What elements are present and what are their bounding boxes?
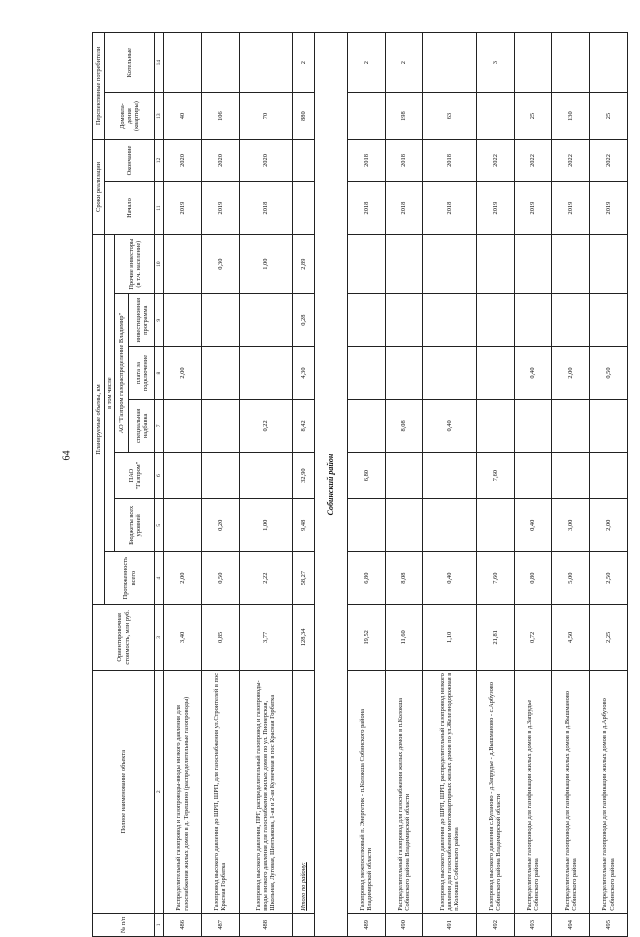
header-pao: ПАО "Газпром" xyxy=(115,452,155,499)
column-numbers-row xyxy=(155,33,164,937)
cell-bud: 0,20 xyxy=(201,499,239,552)
cell-n: 491 xyxy=(423,913,476,936)
cell-inv xyxy=(347,294,385,347)
table-row xyxy=(385,33,423,937)
table-row xyxy=(164,33,202,937)
cell-len: 8,08 xyxy=(385,552,423,605)
cell-boil: 2 xyxy=(293,33,315,93)
cell-spec xyxy=(201,399,239,452)
cell-boil xyxy=(201,33,239,93)
header-ao-group: АО "Газпром газораспределение Владимир" xyxy=(115,294,129,453)
cell-spec xyxy=(164,399,202,452)
cell-boil: 2 xyxy=(347,33,385,93)
header-length: Протяженность всего xyxy=(105,552,155,605)
cell-boil xyxy=(552,33,590,93)
gasification-table xyxy=(92,32,628,937)
cell-spec: 0,22 xyxy=(239,399,292,452)
cell-boil xyxy=(239,33,292,93)
cell-bud: 0,40 xyxy=(514,499,552,552)
cell-inv: 0,28 xyxy=(293,294,315,347)
cell-name: Газопровод высокого давления до ШРП, ШРП, распределительный газопровод низкого давления для газоснабжения многоквартирных жилых домов по ул.Железнодорожная в п.Колокша Собинского района xyxy=(423,670,476,913)
cell-bud xyxy=(347,499,385,552)
cell-n xyxy=(293,913,315,936)
cell-len: 0,80 xyxy=(514,552,552,605)
table-row xyxy=(239,33,292,937)
cell-boil: 2 xyxy=(385,33,423,93)
cell-hh: 880 xyxy=(293,93,315,140)
col-number: 7 xyxy=(155,399,164,452)
header-start: Начало xyxy=(105,182,155,235)
col-number: 10 xyxy=(155,235,164,294)
cell-tech: 2,00 xyxy=(552,347,590,400)
table-row xyxy=(201,33,239,937)
table-row xyxy=(552,33,590,937)
cell-end xyxy=(293,139,315,181)
cell-end: 2020 xyxy=(239,139,292,181)
cell-tech xyxy=(239,347,292,400)
cell-inv xyxy=(164,294,202,347)
cell-n: 495 xyxy=(590,913,628,936)
district-name: Собинский район xyxy=(315,33,348,937)
cell-spec xyxy=(347,399,385,452)
cell-hh: 130 xyxy=(552,93,590,140)
total-label: Итого по району: xyxy=(300,862,308,911)
cell-cost: 0,85 xyxy=(201,605,239,671)
cell-name: Распределительный газопровод для газоснабжения жилых домов в п.Колокша Собинского района Владимирской области xyxy=(385,670,423,913)
cell-oth xyxy=(423,235,476,294)
cell-spec xyxy=(552,399,590,452)
cell-hh: 25 xyxy=(514,93,552,140)
cell-spec xyxy=(590,399,628,452)
cell-boil xyxy=(423,33,476,93)
cell-n: 489 xyxy=(347,913,385,936)
cell-tech xyxy=(201,347,239,400)
cell-pao: 6,80 xyxy=(347,452,385,499)
header-terms: Сроки реализации xyxy=(93,139,105,234)
cell-pao xyxy=(164,452,202,499)
cell-oth xyxy=(476,235,514,294)
cell-cost: 11,60 xyxy=(385,605,423,671)
cell-pao xyxy=(239,452,292,499)
cell-name: Газопровод межпоселковый п. Энергетик - п.Колокша Собинского района Владимирской области xyxy=(347,670,385,913)
cell-len: 0,50 xyxy=(201,552,239,605)
cell-spec: 8,08 xyxy=(385,399,423,452)
cell-cost: 0,72 xyxy=(514,605,552,671)
cell-name: Распределительные газопроводы для газификации жилых домов в д.Запрудье Собинского района xyxy=(514,670,552,913)
cell-end: 2022 xyxy=(476,139,514,181)
cell-inv xyxy=(239,294,292,347)
cell-name: Газопровод высокого давления, ПРГ, распределительный газопровод и газопроводы-вводы низкого давления для газоснабжения жилых домов по ул. Пионерская, Школьная, Луговая, Шентьякова, 1-ая и 2-ая Кузнечная в пос Красная Горбатка xyxy=(239,670,292,913)
header-planned: Планируемые объемы, км xyxy=(93,235,105,605)
cell-name: Газопровод высокого давления с.Буланово - д.Запрудье - д.Вышманово - с.Арбузово Собинского района Владимирской области xyxy=(476,670,514,913)
header-budgets: Бюджеты всех уровней xyxy=(115,499,155,552)
header-boilers: Котельные xyxy=(105,33,155,93)
cell-oth xyxy=(347,235,385,294)
cell-tech xyxy=(423,347,476,400)
cell-name: Распределительный газопровод и газопроводы-вводы низкого давления для газоснабжения жилых домов в д. Терешино (распределительные газопроводы) xyxy=(164,670,202,913)
cell-tech xyxy=(385,347,423,400)
cell-spec: 0,40 xyxy=(423,399,476,452)
document-sheet xyxy=(92,32,628,937)
cell-n: 488 xyxy=(239,913,292,936)
cell-len: 2,22 xyxy=(239,552,292,605)
cell-spec: 8,42 xyxy=(293,399,315,452)
cell-tech xyxy=(347,347,385,400)
cell-name: Распределительные газопроводы для газификации жилых домов в д.Вышманово Собинского района xyxy=(552,670,590,913)
cell-cost: 1,10 xyxy=(423,605,476,671)
header-households: Домовла-дения (квартиры) xyxy=(105,93,155,140)
cell-pao xyxy=(423,452,476,499)
cell-start: 2019 xyxy=(476,182,514,235)
cell-start: 2019 xyxy=(201,182,239,235)
col-number: 13 xyxy=(155,93,164,140)
cell-boil xyxy=(514,33,552,93)
cell-tech: 4,30 xyxy=(293,347,315,400)
table-row xyxy=(423,33,476,937)
cell-pao xyxy=(201,452,239,499)
cell-hh: 70 xyxy=(239,93,292,140)
cell-hh xyxy=(347,93,385,140)
cell-boil xyxy=(164,33,202,93)
cell-end: 2022 xyxy=(552,139,590,181)
cell-bud xyxy=(423,499,476,552)
cell-inv xyxy=(514,294,552,347)
table-row xyxy=(514,33,552,937)
header-num: № п/п xyxy=(93,913,155,936)
header-special: специальная надбавка xyxy=(129,399,155,452)
col-number: 6 xyxy=(155,452,164,499)
cell-start: 2018 xyxy=(385,182,423,235)
cell-n: 492 xyxy=(476,913,514,936)
cell-inv xyxy=(423,294,476,347)
cell-start: 2018 xyxy=(423,182,476,235)
cell-bud xyxy=(164,499,202,552)
cell-hh: 25 xyxy=(590,93,628,140)
cell-bud: 2,00 xyxy=(590,499,628,552)
cell-len: 7,60 xyxy=(476,552,514,605)
cell-start: 2018 xyxy=(347,182,385,235)
cell-len: 2,50 xyxy=(590,552,628,605)
cell-start: 2019 xyxy=(164,182,202,235)
page-number: 64 xyxy=(61,450,73,461)
col-number: 1 xyxy=(155,913,164,936)
cell-end: 2022 xyxy=(590,139,628,181)
col-number: 12 xyxy=(155,139,164,181)
cell-end: 2020 xyxy=(164,139,202,181)
cell-cost: 21,81 xyxy=(476,605,514,671)
header-incl: в том числе xyxy=(105,235,115,552)
cell-start: 2019 xyxy=(552,182,590,235)
cell-end: 2018 xyxy=(423,139,476,181)
cell-n: 494 xyxy=(552,913,590,936)
cell-cost: 19,52 xyxy=(347,605,385,671)
cell-len: 0,40 xyxy=(423,552,476,605)
cell-bud: 1,00 xyxy=(239,499,292,552)
cell-n: 487 xyxy=(201,913,239,936)
table-row xyxy=(590,33,628,937)
cell-bud xyxy=(476,499,514,552)
cell-end: 2022 xyxy=(514,139,552,181)
col-number: 11 xyxy=(155,182,164,235)
cell-oth xyxy=(552,235,590,294)
cell-n: 493 xyxy=(514,913,552,936)
cell-spec xyxy=(476,399,514,452)
header-name: Полное наименование объекта xyxy=(93,670,155,913)
cell-pao xyxy=(514,452,552,499)
cell-name: Распределительные газопроводы для газификации жилых домов в д.Арбузово Собинского района xyxy=(590,670,628,913)
cell-cost: 3,40 xyxy=(164,605,202,671)
cell-end: 2018 xyxy=(385,139,423,181)
cell-hh: 40 xyxy=(164,93,202,140)
cell-hh: 198 xyxy=(385,93,423,140)
table-row xyxy=(476,33,514,937)
cell-spec xyxy=(514,399,552,452)
header-other: Прочие инвесторы (в т.ч. население) xyxy=(115,235,155,294)
cell-bud: 9,48 xyxy=(293,499,315,552)
cell-oth: 1,00 xyxy=(239,235,292,294)
cell-tech xyxy=(476,347,514,400)
cell-cost: 4,50 xyxy=(552,605,590,671)
cell-start: 2018 xyxy=(239,182,292,235)
cell-pao xyxy=(385,452,423,499)
header-tech: плата за подключение xyxy=(129,347,155,400)
total-row xyxy=(293,33,315,937)
col-number: 9 xyxy=(155,294,164,347)
header-end: Окончание xyxy=(105,139,155,181)
cell-start: 2019 xyxy=(590,182,628,235)
cell-inv xyxy=(385,294,423,347)
cell-n: 486 xyxy=(164,913,202,936)
header-invest: инвестиционная программа xyxy=(129,294,155,347)
col-number: 5 xyxy=(155,499,164,552)
cell-oth: 2,89 xyxy=(293,235,315,294)
cell-boil: 3 xyxy=(476,33,514,93)
cell-hh: 106 xyxy=(201,93,239,140)
cell-oth: 0,30 xyxy=(201,235,239,294)
cell-bud xyxy=(385,499,423,552)
cell-len: 2,00 xyxy=(164,552,202,605)
cell-bud: 3,00 xyxy=(552,499,590,552)
cell-pao: 7,60 xyxy=(476,452,514,499)
cell-name: Газопровод высокого давления до ШРП, ШРП, для газоснабжения ул.Строителей в пос Красная Горбатка xyxy=(201,670,239,913)
cell-len: 6,80 xyxy=(347,552,385,605)
col-number: 4 xyxy=(155,552,164,605)
cell-name xyxy=(293,670,315,913)
cell-inv xyxy=(476,294,514,347)
cell-oth xyxy=(590,235,628,294)
cell-n: 490 xyxy=(385,913,423,936)
cell-boil xyxy=(590,33,628,93)
cell-start: 2019 xyxy=(514,182,552,235)
cell-inv xyxy=(201,294,239,347)
col-number: 3 xyxy=(155,605,164,671)
cell-cost: 3,77 xyxy=(239,605,292,671)
cell-cost: 2,25 xyxy=(590,605,628,671)
cell-len: 5,00 xyxy=(552,552,590,605)
table-row xyxy=(347,33,385,937)
col-number: 2 xyxy=(155,670,164,913)
header-consumers: Перспективные потребители xyxy=(93,33,105,140)
cell-hh xyxy=(476,93,514,140)
cell-inv xyxy=(590,294,628,347)
cell-oth xyxy=(385,235,423,294)
cell-pao: 32,90 xyxy=(293,452,315,499)
district-row xyxy=(315,33,348,937)
cell-len: 58,27 xyxy=(293,552,315,605)
cell-oth xyxy=(164,235,202,294)
cell-end: 2018 xyxy=(347,139,385,181)
cell-pao xyxy=(552,452,590,499)
cell-hh: 63 xyxy=(423,93,476,140)
cell-cost: 128,34 xyxy=(293,605,315,671)
cell-inv xyxy=(552,294,590,347)
cell-end: 2020 xyxy=(201,139,239,181)
cell-pao xyxy=(590,452,628,499)
col-number: 8 xyxy=(155,347,164,400)
cell-oth xyxy=(514,235,552,294)
cell-tech: 0,50 xyxy=(590,347,628,400)
cell-start xyxy=(293,182,315,235)
col-number: 14 xyxy=(155,33,164,93)
cell-tech: 0,40 xyxy=(514,347,552,400)
cell-tech: 2,00 xyxy=(164,347,202,400)
header-cost: Ориентировочная стоимость, млн руб. xyxy=(93,605,155,671)
